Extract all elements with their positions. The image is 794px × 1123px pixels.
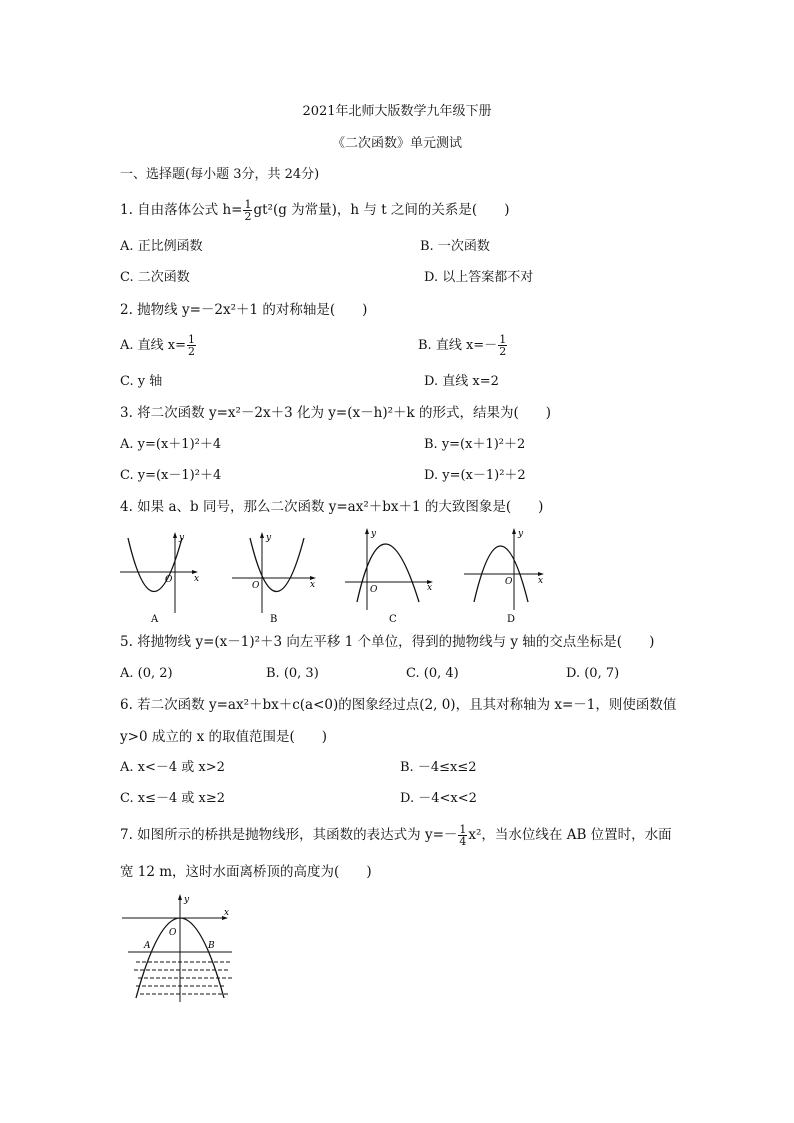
y-label: y (266, 533, 272, 543)
y-arrow-icon (173, 532, 177, 538)
parabola (128, 538, 182, 592)
origin-label: O (505, 577, 513, 587)
y-arrow-icon (178, 894, 182, 900)
question-5-stem: 5. 将抛物线 y=(x－1)²＋3 向左平移 1 个单位，得到的抛物线与 y 轴的交点坐标是( ) (120, 634, 655, 650)
q6-option-a: A. x<－4 或 x>2 (120, 760, 225, 775)
q6-option-c: C. x≤－4 或 x≥2 (120, 791, 226, 806)
x-label: x (538, 576, 544, 586)
question-6-stem-line1: 6. 若二次函数 y=ax²＋bx＋c(a<0)的图象经过点(2, 0)，且其对称轴为 x=－1，则使函数值 (120, 697, 677, 713)
q4-graph-d (462, 526, 550, 626)
q2-option-d: D. 直线 x=2 (424, 374, 499, 389)
q5-option-c: C. (0, 4) (406, 666, 459, 681)
q2-a-num: 1 (188, 333, 196, 346)
y-arrow-icon (365, 528, 369, 534)
question-4-stem: 4. 如果 a、b 同号，那么二次函数 y=ax²＋bx＋1 的大致图象是( ) (120, 499, 544, 515)
q2-a-den: 2 (188, 345, 196, 358)
q2-option-b (418, 333, 508, 359)
q2-option-a (120, 333, 197, 359)
question-2-stem: 2. 抛物线 y=－2x²＋1 的对称轴是( ) (120, 302, 368, 318)
fig-origin-label: O (169, 928, 177, 938)
origin-label: O (370, 585, 378, 595)
graph-label: A (151, 614, 159, 625)
y-label: y (518, 529, 524, 539)
q4-graph-c (343, 526, 439, 626)
q6-option-d: D. －4<x<2 (400, 791, 477, 806)
q4-graph-a (118, 530, 200, 626)
q3-option-d: D. y=(x－1)²＋2 (424, 468, 526, 483)
q1-frac-num: 1 (244, 198, 252, 211)
q4-graph-b (230, 530, 320, 626)
question-3-stem: 3. 将二次函数 y=x²－2x＋3 化为 y=(x－h)²＋k 的形式，结果为( ) (120, 405, 551, 421)
graph-label: B (270, 614, 278, 625)
q7-stem-part1: 7. 如图所示的桥拱是抛物线形，其函数的表达式为 y=－ (120, 827, 458, 843)
question-7-stem-line1 (120, 822, 672, 848)
q2-b-fraction (498, 334, 507, 357)
q1-option-d: D. 以上答案都不对 (424, 270, 534, 285)
y-label: y (371, 529, 377, 539)
q2-b-num: 1 (499, 333, 507, 346)
graph-label: C (389, 614, 397, 625)
q1-fraction (243, 199, 252, 222)
y-arrow-icon (260, 532, 264, 538)
q3-option-b: B. y=(x＋1)²＋2 (424, 437, 526, 452)
q5-option-b: B. (0, 3) (266, 666, 319, 681)
question-7-stem-line2: 宽 12 m，这时水面离桥顶的高度为( ) (120, 864, 372, 880)
q7-stem-part2: x²，当水位线在 AB 位置时，水面 (468, 827, 672, 843)
q7-frac-num: 1 (459, 823, 467, 836)
q2-a-fraction (187, 334, 196, 357)
q1-option-c: C. 二次函数 (120, 270, 190, 285)
x-label: x (310, 580, 316, 590)
q1-option-a: A. 正比例函数 (120, 239, 203, 254)
graph-label: D (507, 614, 516, 625)
x-label: x (194, 574, 200, 584)
q1-frac-den: 2 (244, 210, 252, 223)
fig-x-label: x (224, 908, 230, 918)
q2-option-c: C. y 轴 (120, 374, 163, 389)
q7-frac-den: 4 (459, 835, 467, 848)
q2-a-text: A. 直线 x= (120, 338, 187, 353)
x-label: x (427, 583, 433, 593)
parabola (357, 544, 419, 602)
exam-title: 2021年北师大版数学九年级下册 (302, 104, 492, 119)
q2-b-den: 2 (499, 345, 507, 358)
fig-y-label: y (184, 895, 190, 905)
q1-stem-part1: 1. 自由落体公式 h= (120, 202, 243, 218)
q7-fraction (458, 824, 467, 847)
q3-option-a: A. y=(x＋1)²＋4 (120, 437, 222, 452)
q7-bridge-figure (120, 890, 250, 1006)
q1-stem-part2: gt²(g 为常量)，h 与 t 之间的关系是( ) (253, 202, 510, 218)
q5-option-d: D. (0, 7) (566, 666, 620, 681)
fig-point-a: A (144, 941, 151, 951)
y-arrow-icon (512, 528, 516, 534)
origin-label: O (165, 575, 173, 585)
y-label: y (179, 533, 185, 543)
q5-option-a: A. (0, 2) (120, 666, 173, 681)
origin-label: O (252, 581, 260, 591)
fig-point-b: B (208, 941, 215, 951)
q3-option-c: C. y=(x－1)²＋4 (120, 468, 222, 483)
section-heading: 一、选择题(每小题 3分，共 24分) (120, 167, 320, 182)
q1-option-b: B. 一次函数 (420, 239, 490, 254)
exam-subtitle: 《二次函数》单元测试 (331, 136, 462, 151)
question-1-stem (120, 197, 509, 223)
q6-option-b: B. －4≤x≤2 (400, 760, 477, 775)
question-6-stem-line2: y>0 成立的 x 的取值范围是( ) (120, 729, 328, 745)
q2-b-text: B. 直线 x=－ (418, 338, 498, 353)
